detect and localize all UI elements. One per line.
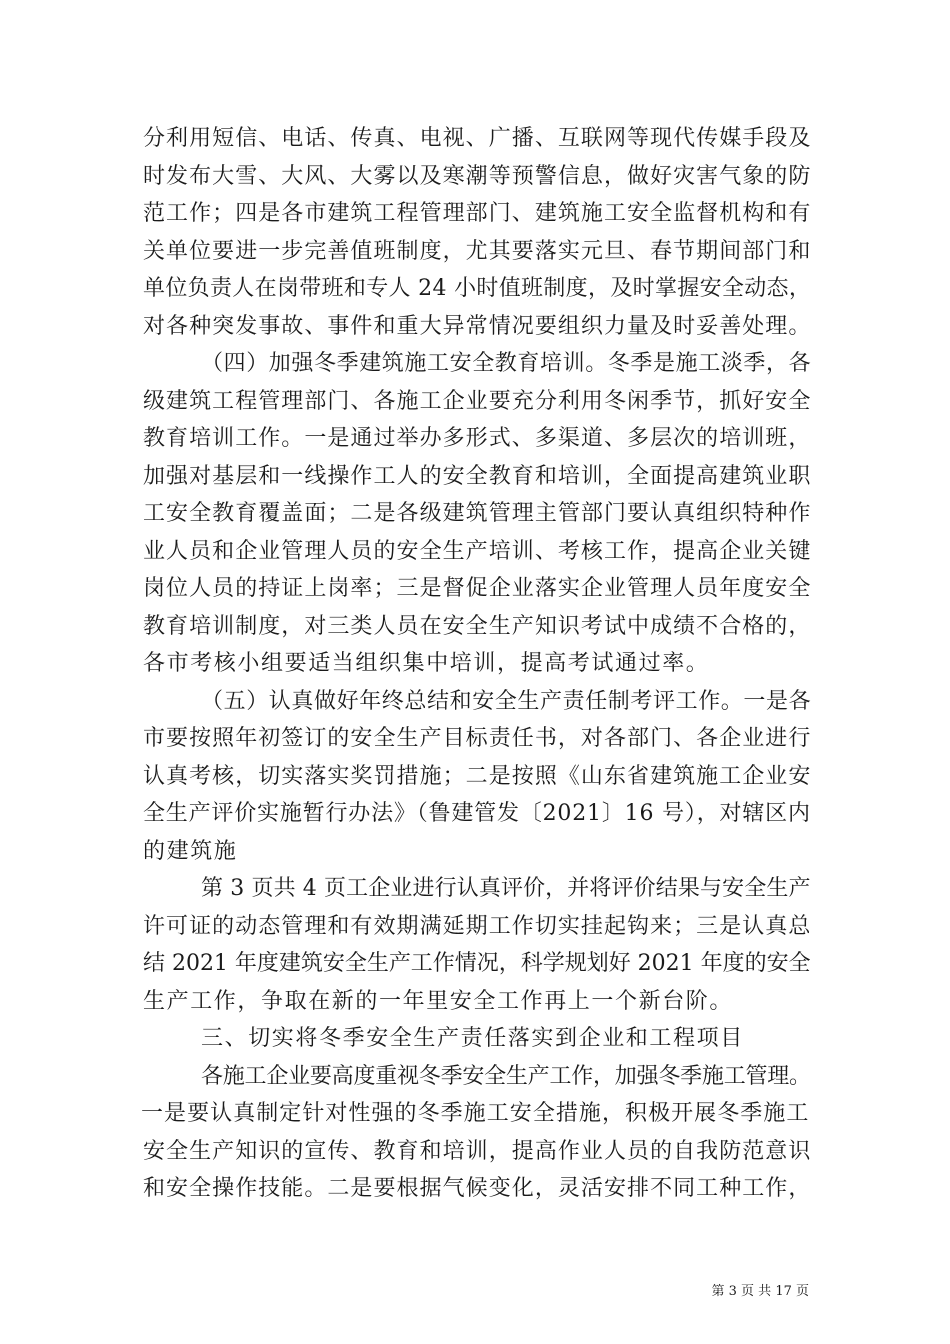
text-line: 的建筑施 [143, 838, 238, 864]
document-body [141, 120, 812, 1208]
text-line: 一是要认真制定针对性强的冬季施工安全措施，积极开展冬季施工 [141, 1101, 810, 1126]
text-line: 分利用短信、电话、传真、电视、广播、互联网等现代传媒手段及 [143, 126, 812, 151]
text-line: 第 3 页共 4 页工企业进行认真评价，并将评价结果与安全生产 [201, 876, 811, 901]
text-line: 岗位人员的持证上岗率；三是督促企业落实企业管理人员年度安全 [143, 576, 812, 601]
text-line: 各市考核小组要适当组织集中培训，提高考试通过率。 [143, 651, 710, 676]
text-line: 各施工企业要高度重视冬季安全生产工作，加强冬季施工管理。 [201, 1063, 811, 1089]
text-line: 教育培训工作。一是通过举办多形式、多渠道、多层次的培训班， [143, 426, 812, 451]
text-line: 结 2021 年度建筑安全生产工作情况，科学规划好 2021 年度的安全 [143, 951, 811, 976]
text-line: 级建筑工程管理部门、各施工企业要充分利用冬闲季节，抓好安全 [143, 388, 812, 414]
text-line: 和安全操作技能。二是要根据气候变化，灵活安排不同工种工作， [143, 1176, 812, 1201]
text-line: 工安全教育覆盖面；二是各级建筑管理主管部门要认真组织特种作 [143, 501, 812, 526]
text-line: 对各种突发事故、事件和重大异常情况要组织力量及时妥善处理。 [143, 313, 812, 339]
paragraph-heading: （四）加强冬季建筑施工安全教育培训。冬季是施工淡季，各 [201, 351, 812, 376]
text-line: 关单位要进一步完善值班制度，尤其要落实元旦、春节期间部门和 [143, 238, 812, 264]
page-number: 第 3 页 共 17 页 [711, 1284, 809, 1299]
text-line: 教育培训制度，对三类人员在安全生产知识考试中成绩不合格的， [143, 613, 812, 639]
text-line: 认真考核，切实落实奖罚措施；二是按照《山东省建筑施工企业安 [143, 763, 812, 789]
text-line: 全生产评价实施暂行办法》（鲁建管发〔2021〕16 号），对辖区内 [143, 801, 811, 826]
text-line: 安全生产知识的宣传、教育和培训，提高作业人员的自我防范意识 [143, 1138, 812, 1164]
text-line: 许可证的动态管理和有效期满延期工作切实挂起钩来；三是认真总 [143, 913, 812, 939]
text-line: 市要按照年初签订的安全生产目标责任书，对各部门、各企业进行 [143, 726, 812, 751]
text-line: 时发布大雪、大风、大雾以及寒潮等预警信息，做好灾害气象的防 [143, 163, 812, 189]
text-line: 加强对基层和一线操作工人的安全教育和培训，全面提高建筑业职 [143, 463, 812, 489]
section-heading: 三、切实将冬季安全生产责任落实到企业和工程项目 [201, 1026, 744, 1051]
text-line: 生产工作，争取在新的一年里安全工作再上一个新台阶。 [143, 988, 734, 1014]
text-line: 范工作；四是各市建筑工程管理部门、建筑施工安全监督机构和有 [143, 201, 812, 226]
text-line: 业人员和企业管理人员的安全生产培训、考核工作，提高企业关键 [143, 538, 812, 564]
text-line: 单位负责人在岗带班和专人 24 小时值班制度，及时掌握安全动态， [143, 276, 812, 301]
paragraph-heading: （五）认真做好年终总结和安全生产责任制考评工作。一是各 [201, 688, 812, 714]
